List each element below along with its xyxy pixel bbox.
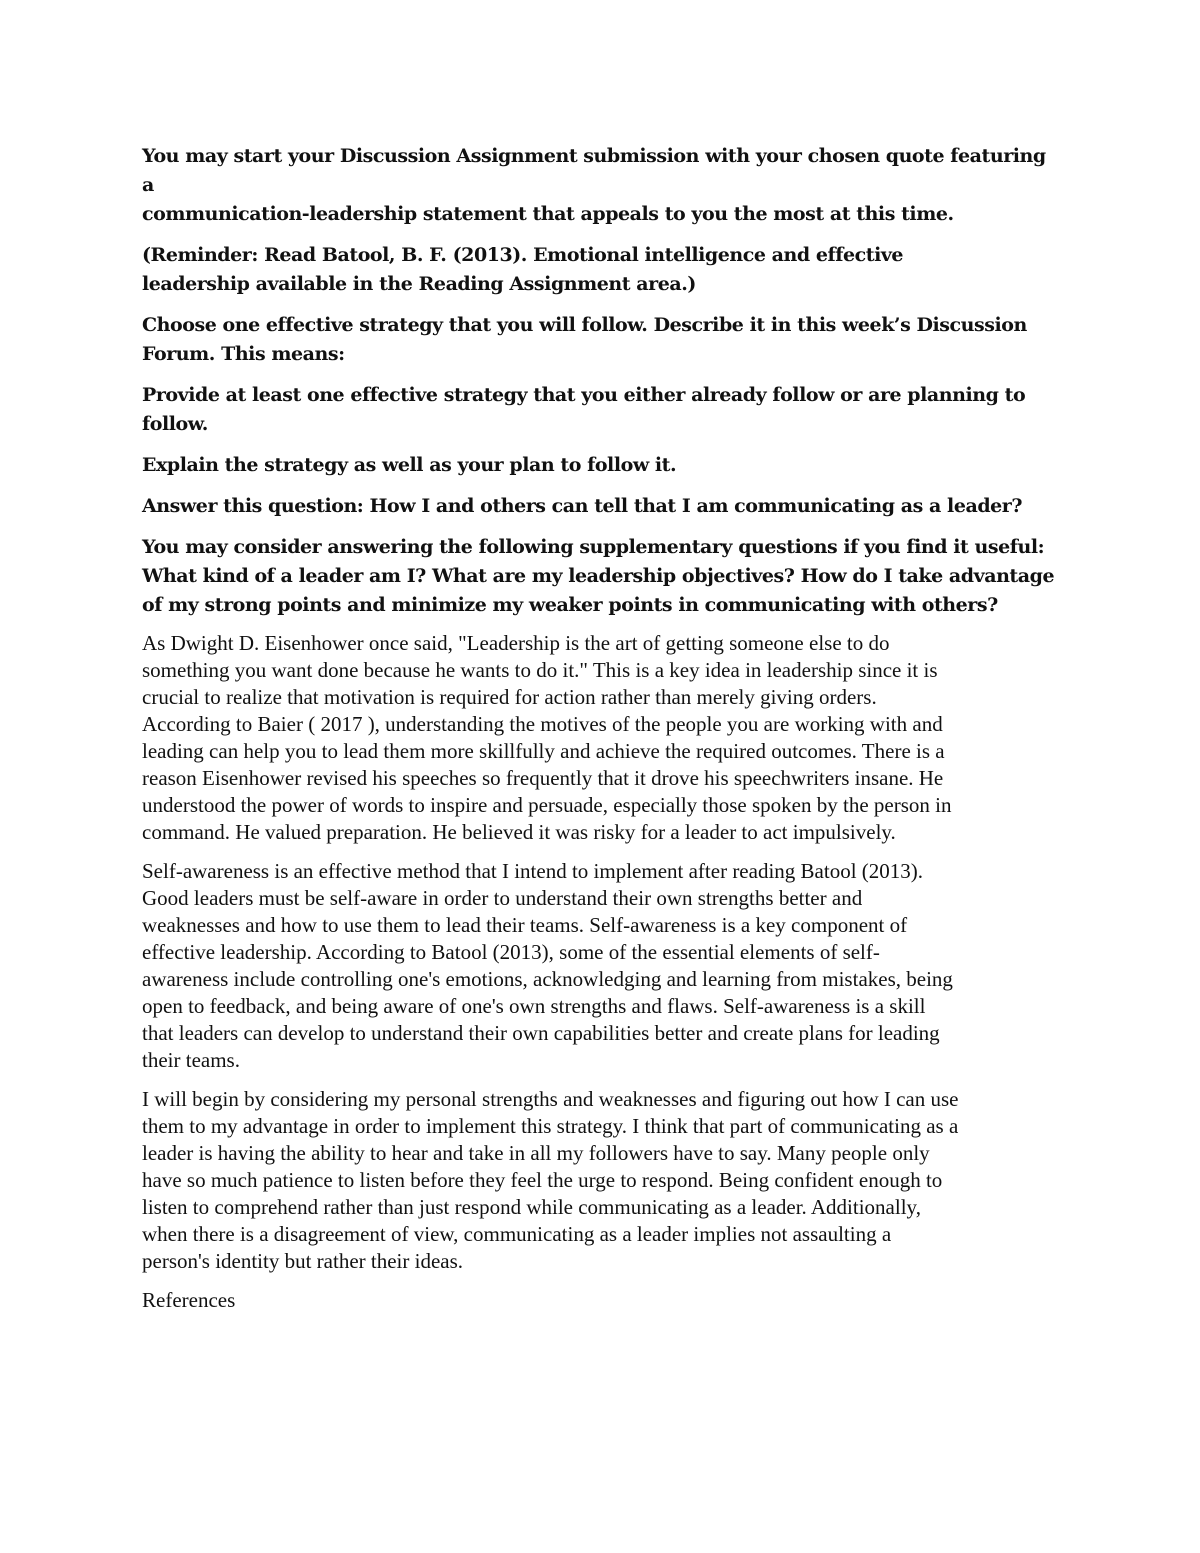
prompt-supplementary-questions: You may consider answering the following supplementary questions if you find it useful: What kind of a leader am I? What are my leadership objectives? How do I take advantage of my strong points and minimize my weaker points in communicating with others? xyxy=(142,536,1055,616)
body-paragraph-eisenhower: As Dwight D. Eisenhower once said, "Leadership is the art of getting someone else to do something you want done because he wants to do it." This is a key idea in leadership since it is crucial to realize that motivation is required for action rather than merely giving orders. According to Baier ( 2017 ), understanding the motives of the people you are working with and leading can help you to lead them more skillfully and achieve the required outcomes. There is a reason Eisenhower revised his speeches so frequently that it drove his speechwriters insane. He understood the power of words to inspire and persuade, especially those spoken by the person in command. He valued preparation. He believed it was risky for a leader to act impulsively. xyxy=(142,631,952,844)
body-paragraph-self-awareness: Self-awareness is an effective method that I intend to implement after reading Batool (2013). Good leaders must be self-aware in order to understand their own strengths better and weaknesses and how to use them to lead their teams. Self-awareness is a key component of effective leadership. According to Batool (2013), some of the essential elements of self- awareness include controlling one's emotions, acknowledging and learning from mistakes, being open to feedback, and being aware of one's own strengths and flaws. Self-awareness is a skill that leaders can develop to understand their own capabilities better and create plans for leading their teams. xyxy=(142,859,953,1072)
prompt-quote-instruction: You may start your Discussion Assignment submission with your chosen quote featuring a communication-leadership statement that appeals to you the most at this time. xyxy=(142,145,1046,225)
references-heading: References xyxy=(142,1288,236,1312)
prompt-explain-strategy: Explain the strategy as well as your plan to follow it. xyxy=(142,454,677,476)
prompt-reading-reminder: (Reminder: Read Batool, B. F. (2013). Emotional intelligence and effective leadership available in the Reading Assignment area.) xyxy=(142,244,904,295)
prompt-provide-strategy: Provide at least one effective strategy that you either already follow or are planning to follow. xyxy=(142,384,1026,435)
prompt-choose-strategy: Choose one effective strategy that you will follow. Describe it in this week’s Discussion Forum. This means: xyxy=(142,314,1027,365)
body-paragraph-implementation: I will begin by considering my personal strengths and weaknesses and figuring out how I can use them to my advantage in order to implement this strategy. I think that part of communicating as a leader is having the ability to hear and take in all my followers have to say. Many people only have so much patience to listen before they feel the urge to respond. Being confident enough to listen to comprehend rather than just respond while communicating as a leader. Additionally, when there is a disagreement of view, communicating as a leader implies not assaulting a person's identity but rather their ideas. xyxy=(142,1087,959,1273)
prompt-answer-question: Answer this question: How I and others can tell that I am communicating as a leader? xyxy=(142,495,1023,517)
